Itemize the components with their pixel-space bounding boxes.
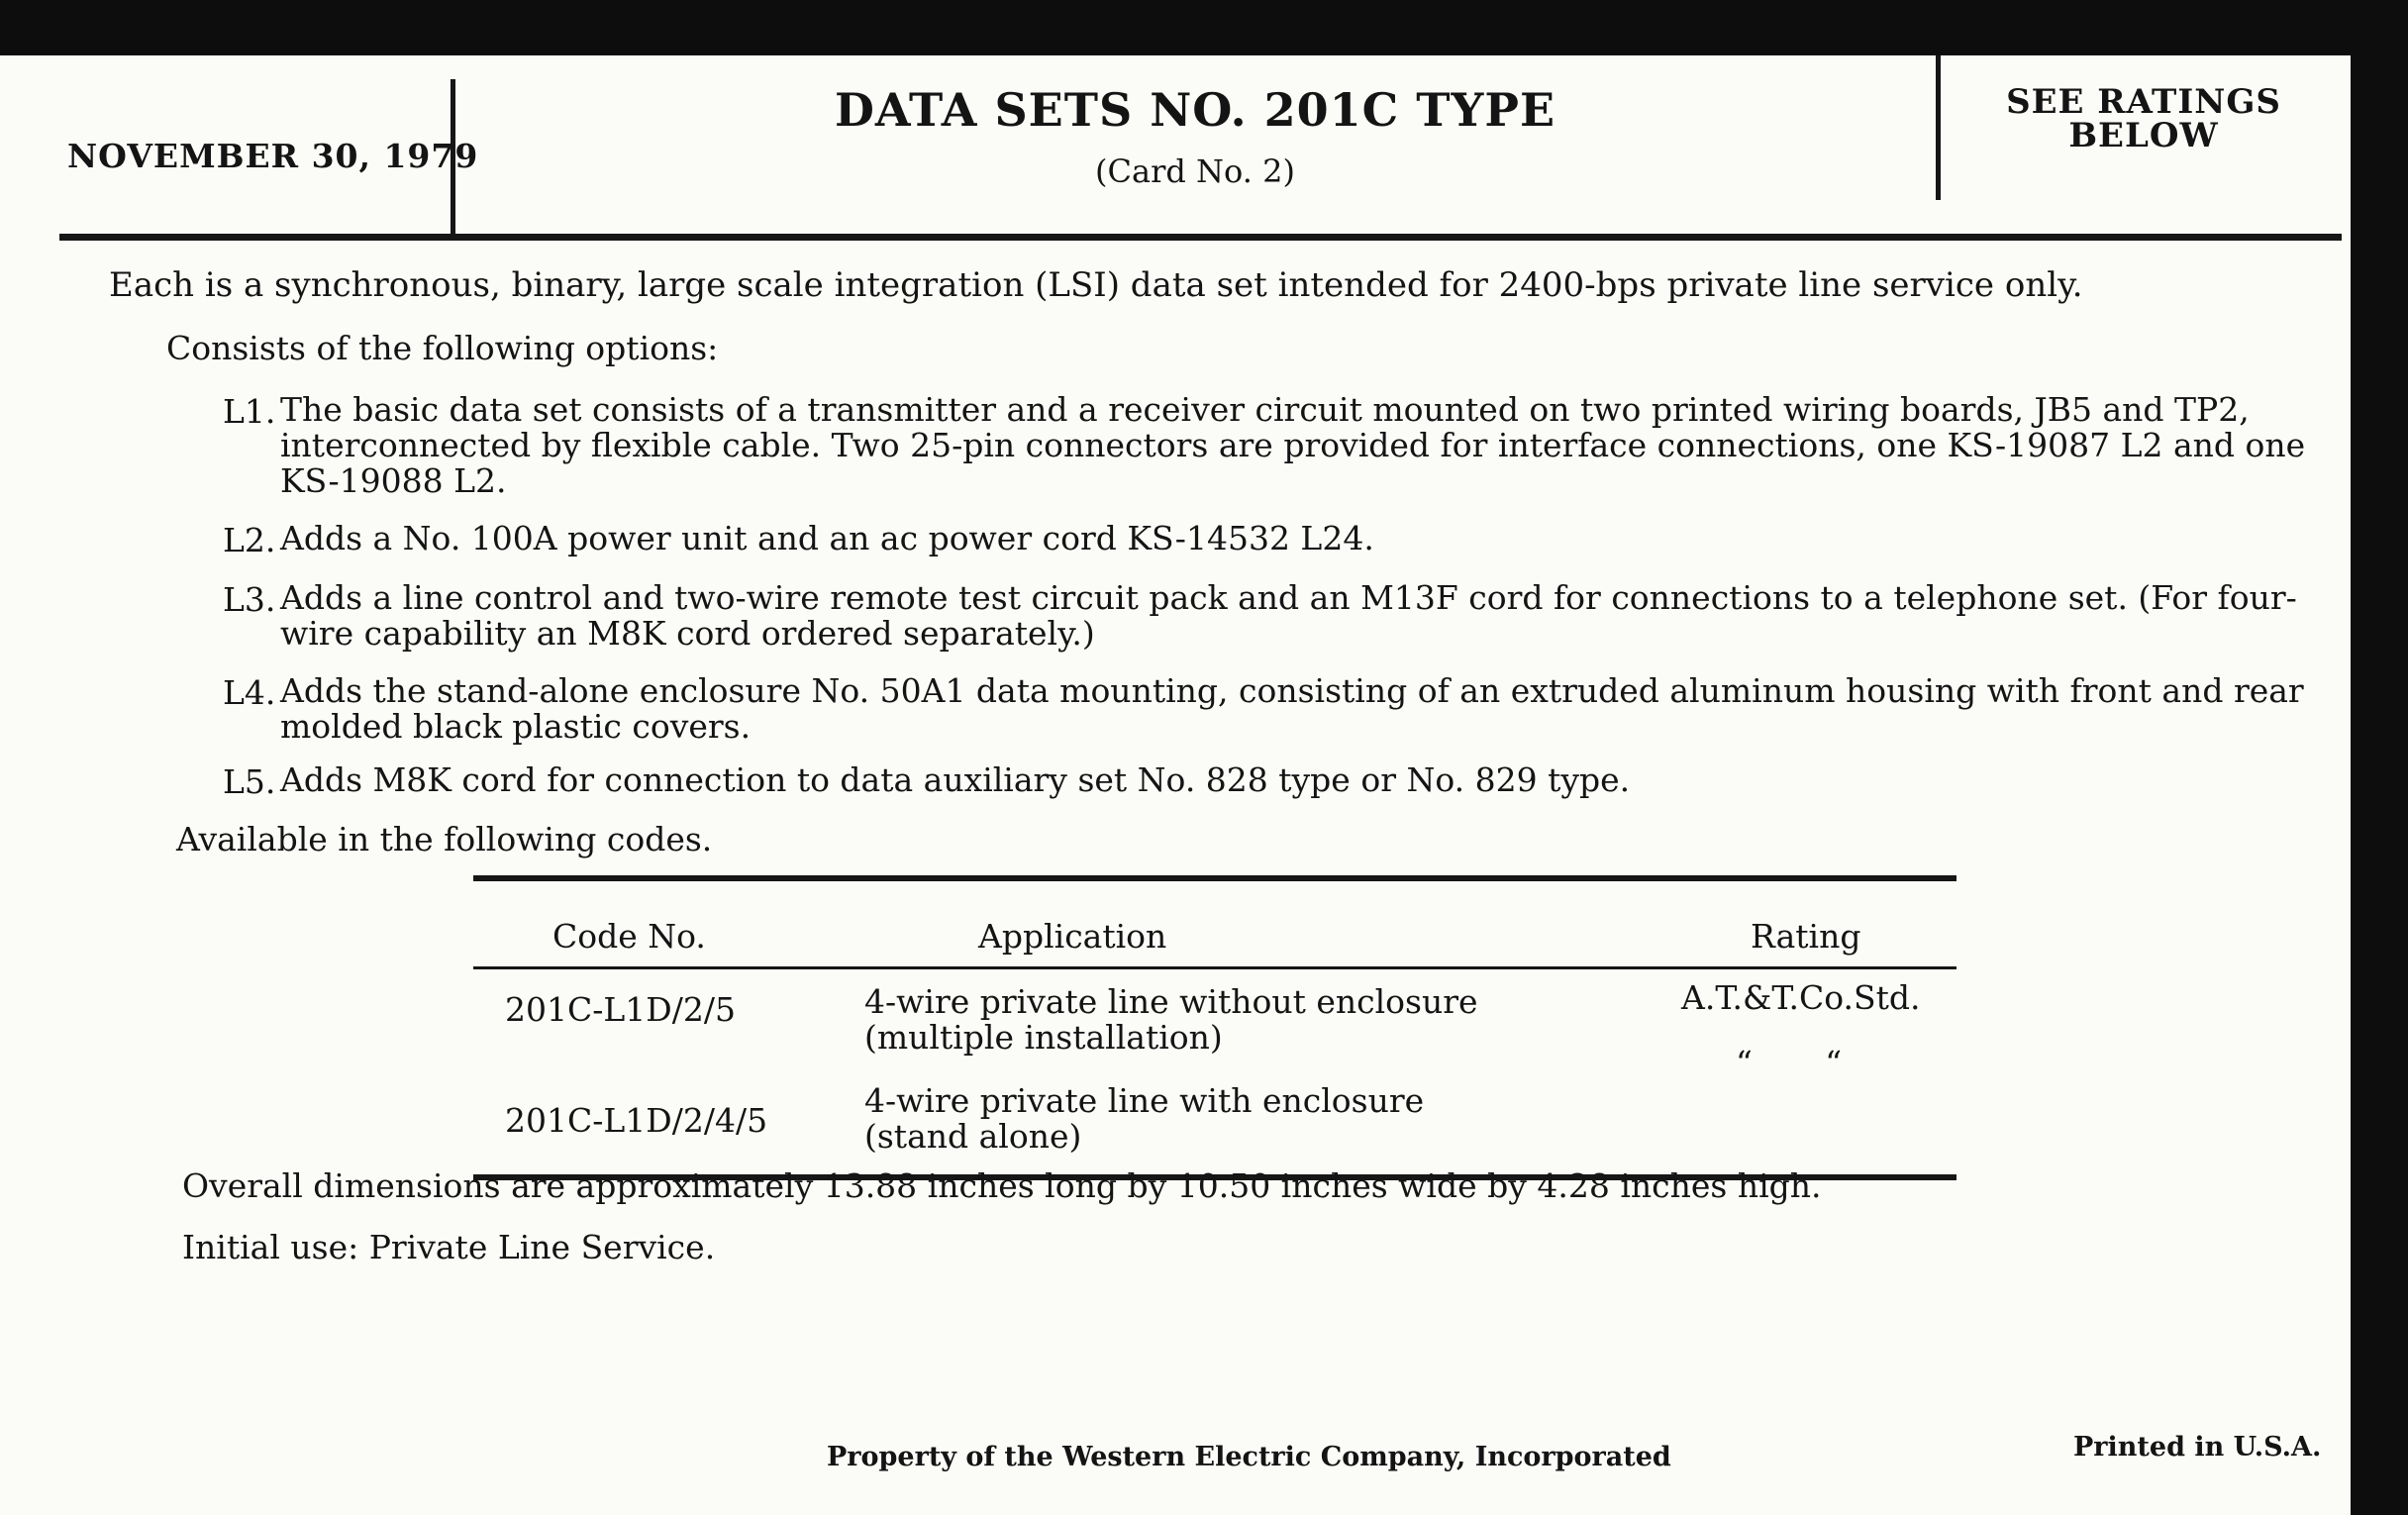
application-line2: (multiple installation) — [864, 1018, 1223, 1057]
card-title: DATA SETS NO. 201C TYPE — [834, 83, 1556, 137]
table-cell-rating: A.T.&T.Co.Std. — [1681, 978, 1921, 1017]
option-label: L1. — [223, 392, 276, 431]
intro-text: Each is a synchronous, binary, large scale integration (LSI) data set intended for 2400-bps private line service only. — [109, 265, 2083, 305]
option-text: The basic data set consists of a transmitter and a receiver circuit mounted on two printed wiring boards, JB5 and TP2, interconnected by flexible cable. Two 25-pin connectors are provided for interface connections, one KS-19087 L2 and one KS-19088 L2. — [280, 390, 2306, 500]
footer-property: Property of the Western Electric Company, Incorporated — [827, 1442, 1671, 1472]
application-line1: 4-wire private line without enclosure — [864, 982, 1478, 1021]
header-rule — [59, 234, 2342, 241]
document-card — [0, 55, 2351, 1515]
ratings-note — [1965, 82, 2322, 155]
option-label: L4. — [223, 673, 276, 712]
table-rule-header — [473, 966, 1956, 969]
column-header-code: Code No. — [552, 917, 706, 956]
card-subtitle: (Card No. 2) — [1095, 152, 1295, 190]
option-label: L5. — [223, 762, 276, 801]
option-text: Adds the stand-alone enclosure No. 50A1 data mounting, consisting of an extruded aluminum housing with front and rear molded black plastic covers. — [280, 671, 2304, 746]
available-text: Available in the following codes. — [176, 820, 713, 858]
option-text: Adds M8K cord for connection to data auxiliary set No. 828 type or No. 829 type. — [280, 760, 1631, 799]
option-text: Adds a No. 100A power unit and an ac power cord KS-14532 L24. — [280, 519, 1374, 557]
ratings-note-line1: SEE RATINGS — [2006, 82, 2281, 122]
option-text: Adds a line control and two-wire remote test circuit pack and an M13F cord for connections to a telephone set. (For four-wire capability an M8K cord ordered separately.) — [280, 578, 2297, 653]
column-header-application: Application — [978, 917, 1167, 956]
application-line1: 4-wire private line with enclosure — [864, 1081, 1425, 1120]
header-divider-right — [1936, 55, 1941, 200]
table-cell-code: 201C-L1D/2/4/5 — [505, 1101, 768, 1140]
ratings-note-line2: BELOW — [2068, 116, 2219, 155]
table-cell-application — [864, 984, 1478, 1056]
dimensions-text: Overall dimensions are approximately 13.88 inches long by 10.50 inches wide by 4.28 inches high. — [182, 1166, 1822, 1205]
table-cell-rating: “ “ — [1736, 1044, 1843, 1082]
table-cell-application — [864, 1083, 1424, 1155]
table-rule-top — [473, 875, 1956, 881]
column-header-rating: Rating — [1751, 917, 1861, 956]
option-label: L2. — [223, 521, 276, 559]
option-label: L3. — [223, 580, 276, 619]
initial-use-text: Initial use: Private Line Service. — [182, 1228, 716, 1266]
footer-printed: Printed in U.S.A. — [2073, 1432, 2322, 1463]
consists-text: Consists of the following options: — [166, 329, 719, 367]
table-cell-code: 201C-L1D/2/5 — [505, 990, 736, 1029]
card-date: NOVEMBER 30, 1979 — [67, 137, 479, 175]
application-line2: (stand alone) — [864, 1117, 1082, 1156]
